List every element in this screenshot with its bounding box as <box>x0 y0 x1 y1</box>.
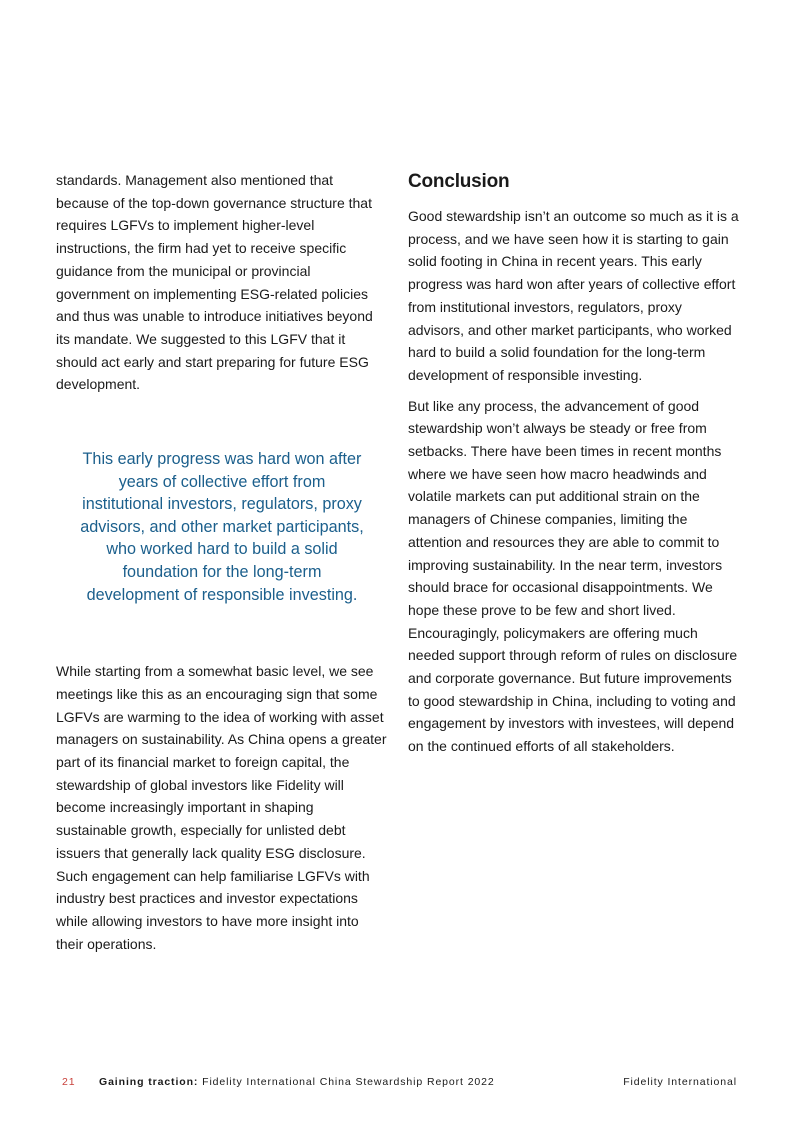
page-footer <box>62 1076 737 1092</box>
pull-quote: This early progress was hard won after years of collective effort from institutional investors, regulators, proxy advisors, and other market participants, who worked hard to build a solid foundation for the long-term development of responsible investing. <box>80 450 364 604</box>
section-heading-conclusion: Conclusion <box>408 171 510 192</box>
organization-name: Fidelity International <box>623 1076 737 1088</box>
page-number: 21 <box>62 1076 76 1088</box>
body-paragraph-conclusion-2: But like any process, the advancement of good stewardship won’t always be steady or free from setbacks. There have been times in recent months where we have seen how macro headwinds and volatile markets can put additional strain on the managers of Chinese companies, limiting the attention and resources they are able to commit to improving sustainability. In the near term, investors should brace for occasional disappointments. We hope these prove to be few and short lived. Encouragingly, policymakers are offering much needed support through reform of rules on disclosure and corporate governance. But future improvements to good stewardship in China, including to voting and engagement by investors with investees, will depend on the continued efforts of all stakeholders. <box>408 397 738 755</box>
left-column <box>56 169 388 955</box>
report-title <box>99 1076 495 1088</box>
body-paragraph-standards: standards. Management also mentioned that because of the top-down governance structure that requires LGFVs to implement higher-level instructions, the firm had yet to receive specific guidance from the municipal or provincial government on implementing ESG-related policies and thus was unable to introduce initiatives beyond its mandate. We suggested to this LGFV that it should act early and start preparing for future ESG development. <box>56 172 373 393</box>
body-paragraph-lgfv: While starting from a somewhat basic level, we see meetings like this as an encouraging sign that some LGFVs are warming to the idea of working with asset managers on sustainability. As China opens a greater part of its financial market to foreign capital, the stewardship of global investors like Fidelity will become increasingly important in shaping sustainable growth, especially for unlisted debt issuers that generally lack quality ESG disclosure. Such engagement can help familiarise LGFVs with industry best practices and investor expectations while allowing investors to have more insight into their operations. <box>56 663 387 952</box>
report-title-bold: Gaining traction: <box>99 1076 199 1088</box>
report-title-rest: Fidelity International China Stewardship Report 2022 <box>198 1076 495 1088</box>
body-paragraph-conclusion-1: Good stewardship isn’t an outcome so much as it is a process, and we have seen how it is starting to gain solid footing in China in recent years. This early progress was hard won after years of collective effort from institutional investors, regulators, proxy advisors, and other market participants, who worked hard to build a solid foundation for the long-term development of responsible investing. <box>408 208 739 383</box>
right-column <box>408 169 740 758</box>
